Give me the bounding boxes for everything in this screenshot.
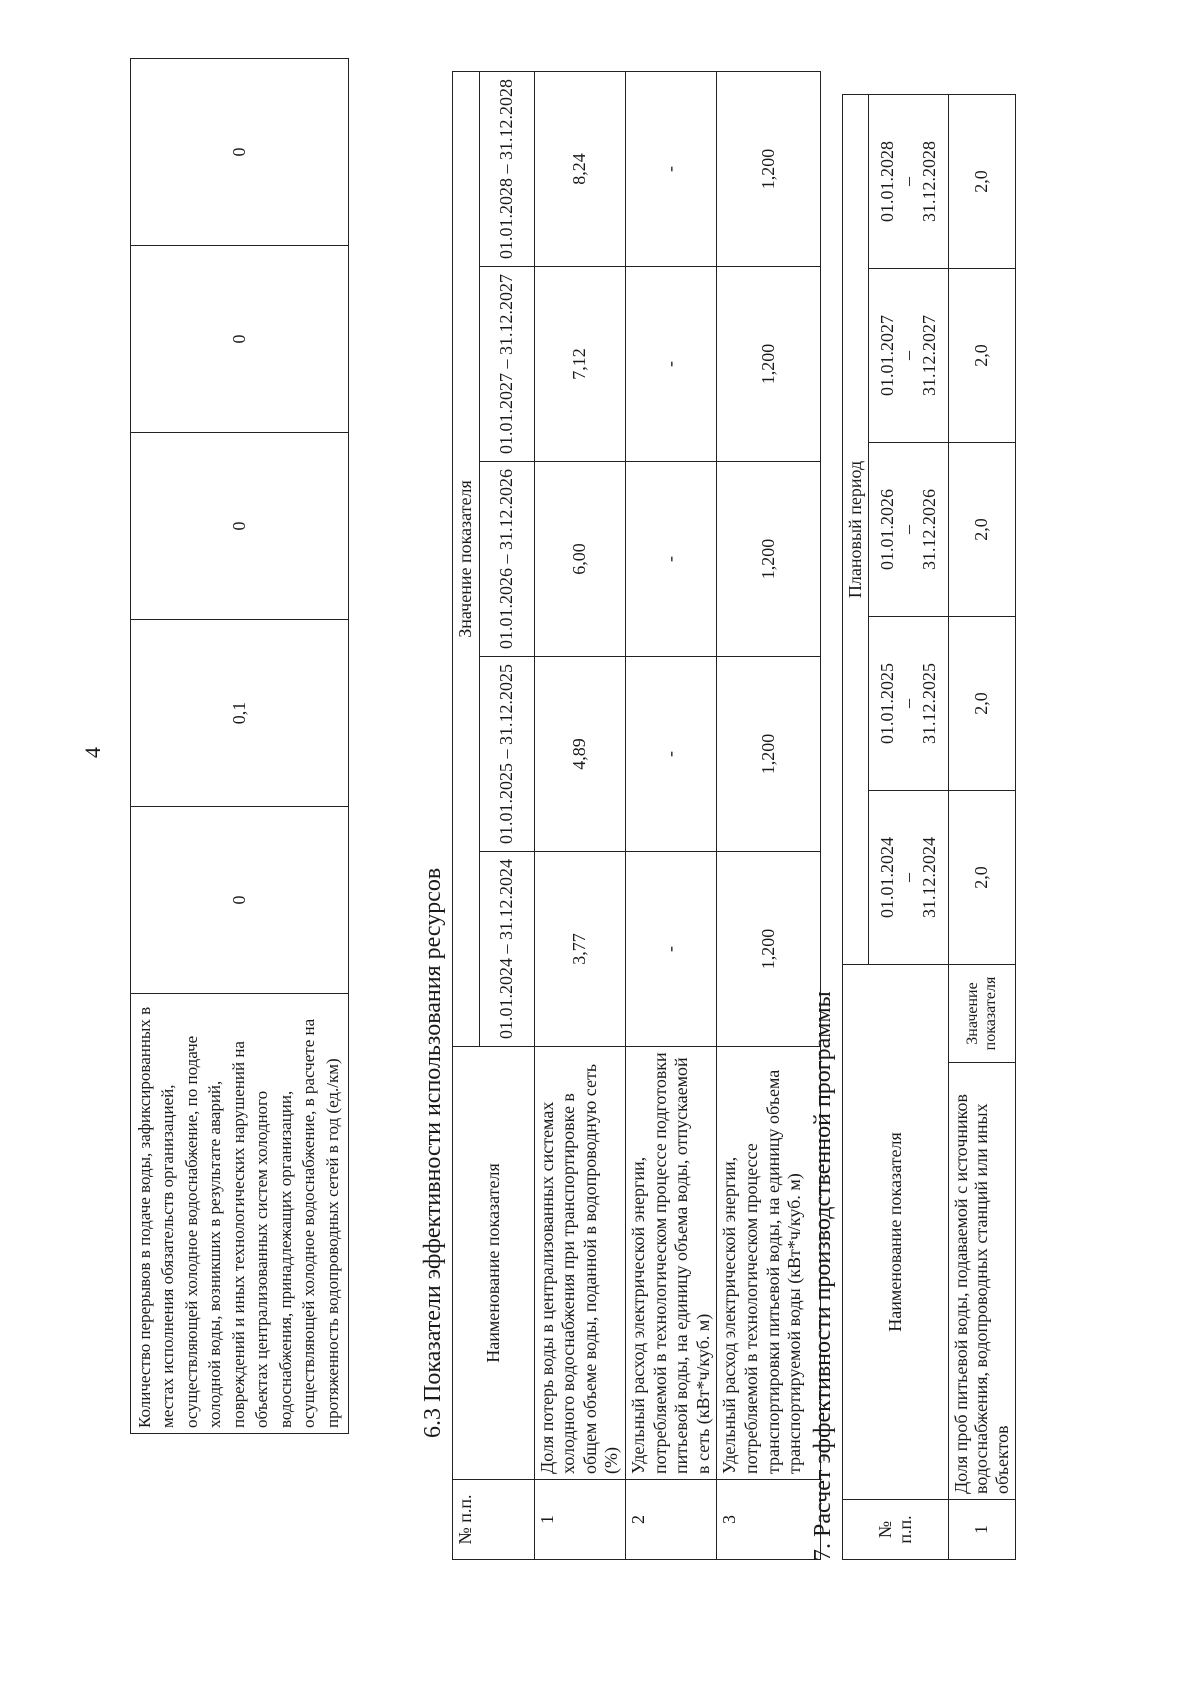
table-row [625,71,716,1559]
indicator-value: 1,200 [717,657,821,852]
period-header: 01.01.2027 – 31.12.2027 [479,267,534,462]
period-start: 01.01.2028 [877,140,898,222]
period-end: 31.12.2027 [918,315,939,396]
col-plan-group-header: Плановый период [843,94,869,964]
indicator-value: 6,00 [534,462,625,657]
col-value-group-header: Значение показателя [453,71,480,1046]
indicator-name: Доля потерь воды в централизованных системах холодного водоснабжения при транспортировке в общем объеме воды, поданной в водопроводную сеть (%) [534,1047,625,1480]
table-row [717,71,821,1559]
indicator-value: - [625,657,716,852]
period-dash: – [897,176,918,186]
period-end: 31.12.2026 [918,489,939,570]
col-num-header: № п.п. [843,1500,949,1560]
period-header [868,94,948,268]
indicator-value: 0 [131,59,349,246]
col-num-header: № п.п. [453,1480,535,1560]
period-dash: – [897,873,918,882]
period-header [868,443,948,617]
indicator-value: 1,200 [717,852,821,1047]
section-6-3-heading: 6.3 Показатели эффективности использования ресурсов [420,867,446,1438]
indicator-name: Количество перерывов в подаче воды, зафиксированных в местах исполнения обязательств организацией, осуществляющей холодное водоснабжение, по подаче холодной воды, возникших в результате аварий, повреждений и иных технологических нарушений на объектах централизованных систем холодного водоснабжения, принадлежащих организации, осуществляющей холодное водоснабжение, в расчете на протяженность водопроводных сетей в год (ед./км) [131,994,349,1434]
indicator-value: 2,0 [948,617,1015,791]
indicator-value: - [625,267,716,462]
period-header [868,269,948,443]
page-number: 4 [80,747,105,758]
indicator-value: 0 [131,246,349,433]
table-row [131,59,349,1434]
row-number: 2 [625,1480,716,1560]
indicator-name: Удельный расход электрической энергии, потребляемой в технологическом процессе транспортировки питьевой воды, на единицу объема транспортируемой воды (кВт*ч/куб. м) [717,1047,821,1480]
indicator-value: - [625,462,716,657]
program-efficiency-table [842,94,1016,1560]
period-dash: – [897,525,918,534]
header-row [843,94,869,1559]
indicator-value: 2,0 [948,94,1015,268]
indicator-value: 7,12 [534,267,625,462]
indicator-value: 1,200 [717,71,821,266]
indicator-value: 1,200 [717,267,821,462]
period-end: 31.12.2025 [918,663,939,744]
indicator-value: 1,200 [717,462,821,657]
indicator-value: 2,0 [948,791,1015,965]
indicator-value: 4,89 [534,657,625,852]
row-number: 1 [948,1500,1015,1560]
period-header: 01.01.2025 – 31.12.2025 [479,657,534,852]
indicator-name: Удельный расход электрической энергии, потребляемой в технологическом процессе подготовки питьевой воды, на единицу объема воды, отпускаемой в сеть (кВт*ч/куб. м) [625,1047,716,1480]
table-row [948,94,1015,1559]
period-start: 01.01.2026 [877,489,898,570]
period-header [868,791,948,965]
indicator-value: 3,77 [534,852,625,1047]
indicator-value: 0 [131,807,349,994]
row-number: 3 [717,1480,821,1560]
period-header: 01.01.2024 – 31.12.2024 [479,852,534,1047]
indicator-value: - [625,852,716,1047]
indicator-value: 0 [131,433,349,620]
period-header: 01.01.2026 – 31.12.2026 [479,462,534,657]
table-row [534,71,625,1559]
period-header [868,617,948,791]
resource-efficiency-table [452,71,821,1560]
period-start: 01.01.2025 [877,663,898,744]
indicator-value: 0,1 [131,620,349,807]
section-7-heading: 7. Расчет эффективности производственной программы [810,991,836,1561]
interruptions-table [130,58,349,1434]
period-header: 01.01.2028 – 31.12.2028 [479,71,534,266]
col-name-header: Наименование показателя [843,965,949,1500]
indicator-value: 2,0 [948,269,1015,443]
header-row [453,71,480,1559]
row-number: 1 [534,1480,625,1560]
indicator-label: Значение показателя [948,965,1015,1063]
period-end: 31.12.2024 [918,837,939,918]
period-end: 31.12.2028 [918,140,939,222]
indicator-value: 2,0 [948,443,1015,617]
period-dash: – [897,351,918,360]
period-start: 01.01.2027 [877,315,898,396]
col-name-header: Наименование показателя [453,1047,535,1480]
indicator-value: - [625,71,716,266]
indicator-value: 8,24 [534,71,625,266]
indicator-name: Доля проб питьевой воды, подаваемой с источников водоснабжения, водопроводных станций или иных объектов [948,1063,1015,1500]
period-dash: – [897,699,918,708]
period-start: 01.01.2024 [877,837,898,918]
